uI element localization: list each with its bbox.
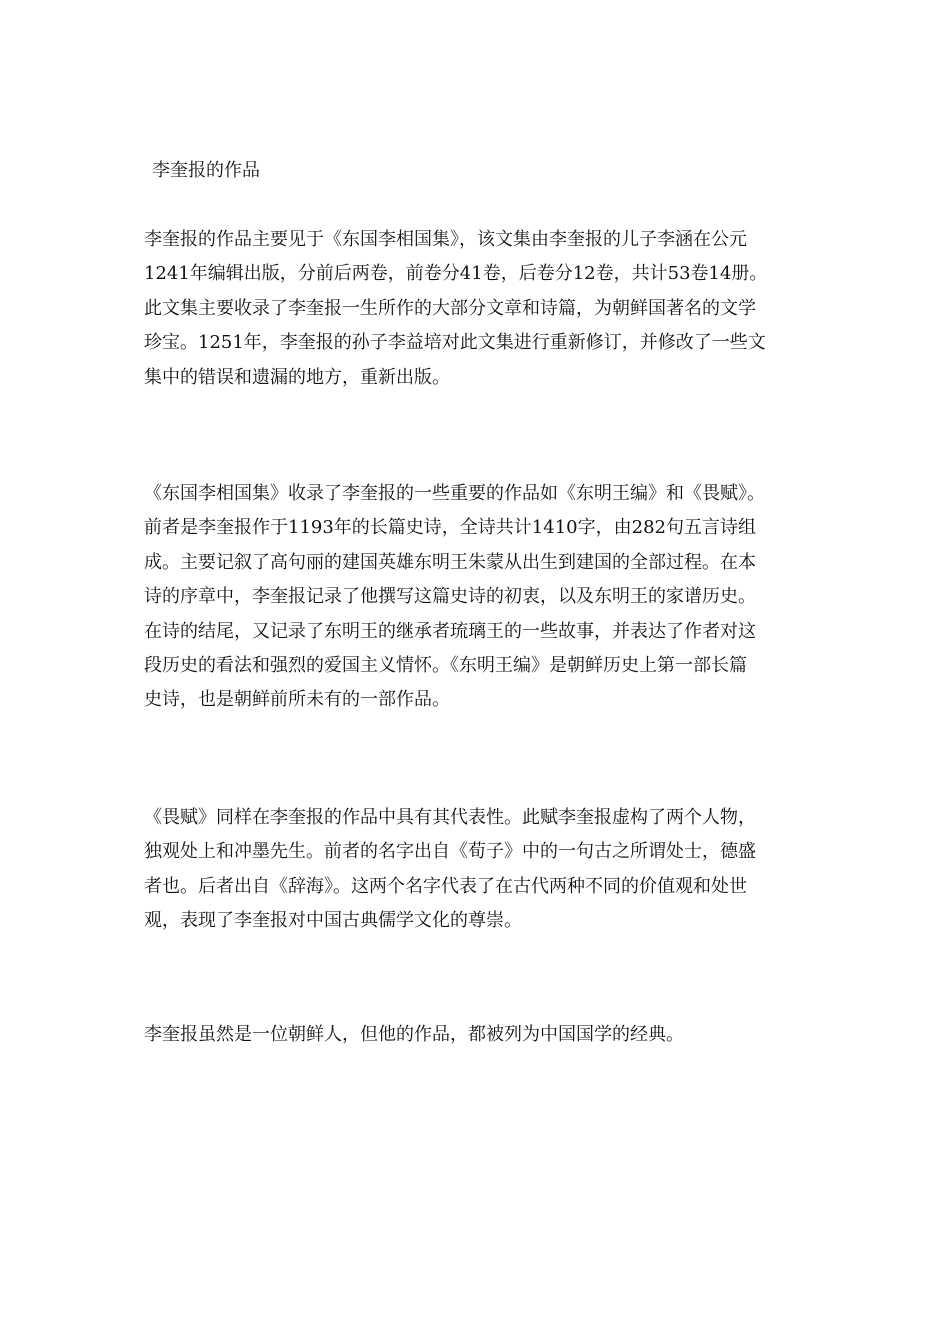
paragraph-line: 者也。后者出自《辞海》。这两个名字代表了在古代两种不同的价值观和处世 <box>144 875 747 897</box>
paragraph-line: 《东国李相国集》收录了李奎报的一些重要的作品如《东明王编》和《畏赋》。 <box>144 483 765 504</box>
paragraph-line: 在诗的结尾，又记录了东明王的继承者琉璃王的一些故事，并表达了作者对这 <box>144 620 756 642</box>
paragraph-3 <box>144 801 834 939</box>
paragraph-line: 观，表现了李奎报对中国古典儒学文化的尊崇。 <box>144 910 522 932</box>
paragraph-line: 前者是李奎报作于1193年的长篇史诗，全诗共计1410字，由282句五言诗组 <box>144 517 756 539</box>
paragraph-line: 史诗，也是朝鲜前所未有的一部作品。 <box>144 689 450 711</box>
paragraph-2 <box>144 477 834 718</box>
paragraph-line: 段历史的看法和强烈的爱国主义情怀。《东明王编》是朝鲜历史上第一部长篇 <box>144 654 747 676</box>
paragraph-line: 李奎报的作品主要见于《东国李相国集》，该文集由李奎报的儿子李涵在公元 <box>144 229 747 250</box>
paragraph-line: 此文集主要收录了李奎报一生所作的大部分文章和诗篇，为朝鲜国著名的文学 <box>144 297 756 319</box>
paragraph-line: 1241年编辑出版，分前后两卷，前卷分41卷，后卷分12卷，共计53卷14册。 <box>144 263 768 285</box>
paragraph-4 <box>144 1018 834 1052</box>
paragraph-line: 《畏赋》同样在李奎报的作品中具有其代表性。此赋李奎报虚构了两个人物， <box>144 807 756 828</box>
paragraph-line: 成。主要记叙了高句丽的建国英雄东明王朱蒙从出生到建国的全部过程。在本 <box>144 551 756 573</box>
paragraph-line: 李奎报虽然是一位朝鲜人，但他的作品，都被列为中国国学的经典。 <box>144 1024 684 1045</box>
paragraph-1 <box>144 223 834 395</box>
paragraph-line: 集中的错误和遗漏的地方，重新出版。 <box>144 366 450 388</box>
paragraph-line: 珍宝。1251年，李奎报的孙子李益培对此文集进行重新修订，并修改了一些文 <box>144 332 766 354</box>
paragraph-line: 诗的序章中，李奎报记录了他撰写这篇史诗的初衷，以及东明王的家谱历史。 <box>144 586 756 608</box>
paragraph-line: 独观处上和冲墨先生。前者的名字出自《荀子》中的一句古之所谓处士，德盛 <box>144 841 756 863</box>
document-title: 李奎报的作品 <box>152 160 260 181</box>
